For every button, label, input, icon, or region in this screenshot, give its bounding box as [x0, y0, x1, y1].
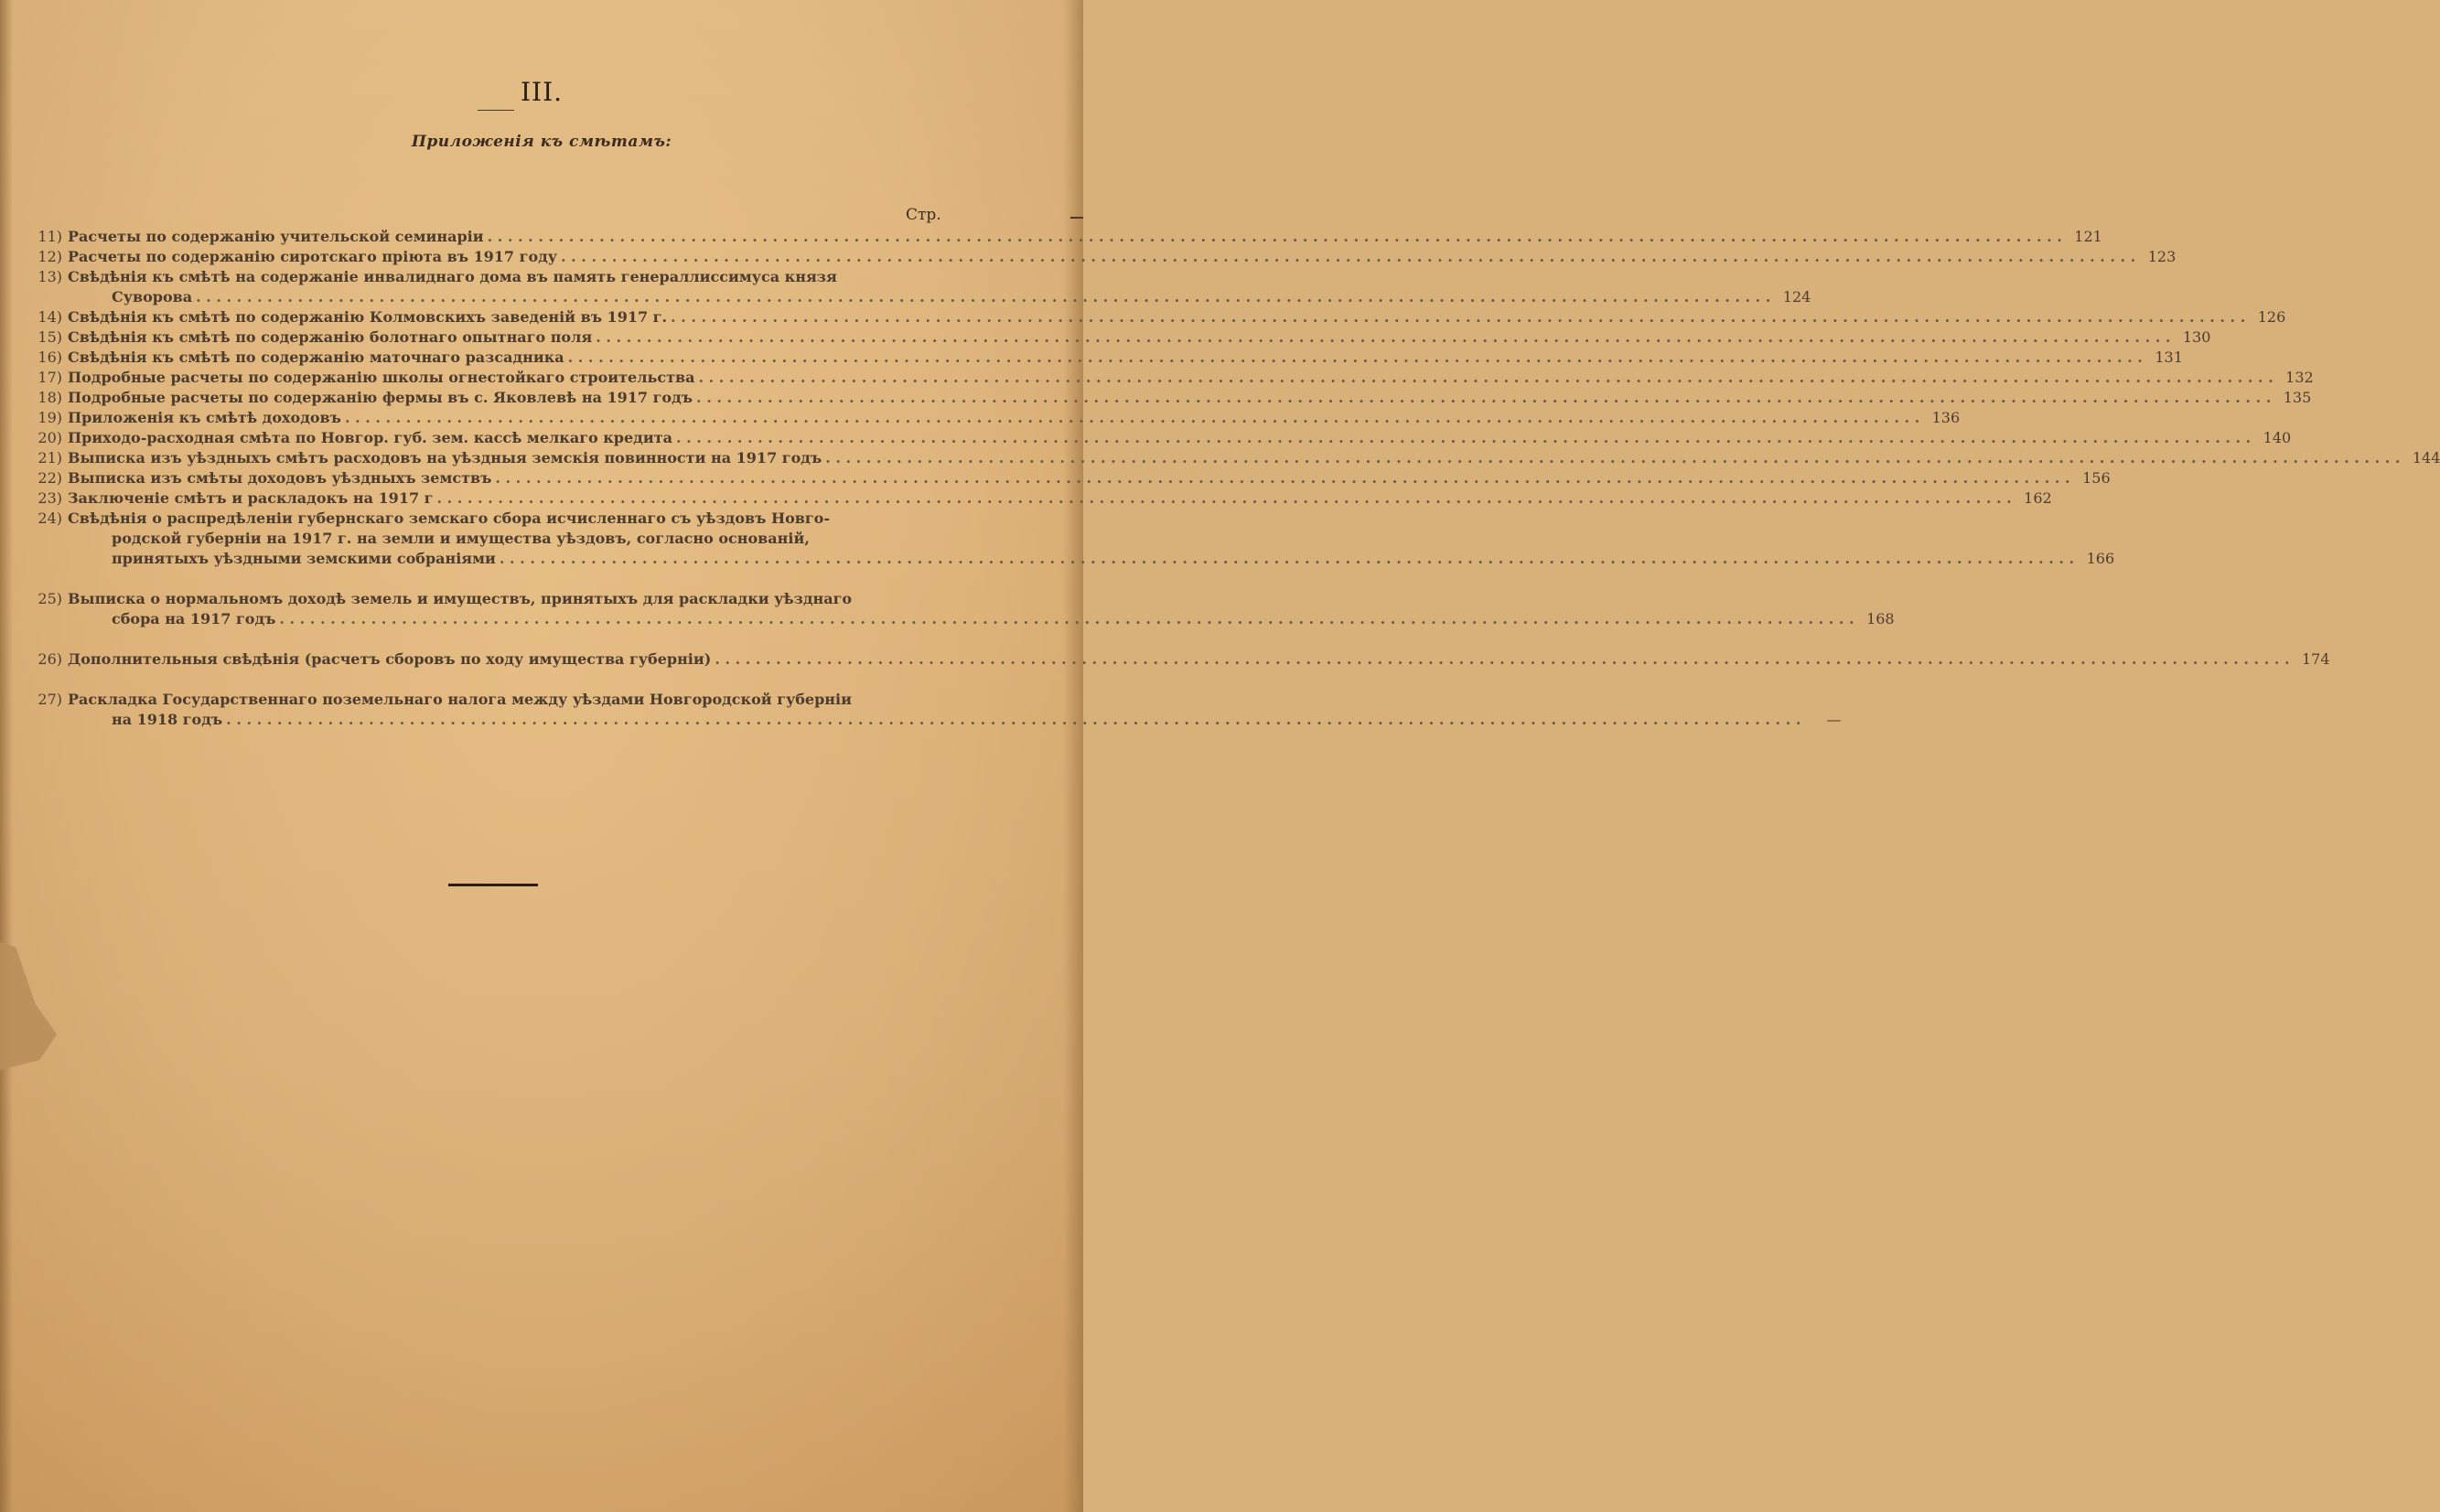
toc-entry-line [68, 327, 2210, 348]
toc-entry-number: 19) [38, 409, 62, 426]
toc-entry-number: 11) [38, 228, 62, 245]
toc-entry [27, 247, 2177, 267]
dot-leader [196, 287, 1770, 307]
toc-entry-body [68, 488, 2052, 509]
toc-entry-title: Свѣдѣнія къ смѣтѣ по содержанію Колмовскихъ заведеній въ 1917 г. [68, 308, 668, 326]
toc-entry-page: 168 [1866, 610, 1895, 627]
toc-entry-page: 121 [2074, 228, 2102, 245]
toc-entry-body [68, 589, 1895, 629]
dot-leader [676, 428, 2251, 448]
toc-entry-page: 130 [2182, 328, 2211, 346]
numeral-underline [478, 110, 514, 111]
toc-entry-title: Свѣдѣнія къ смѣтѣ на содержаніе инвалиднаго дома въ память генераллиссимуса князя [68, 268, 837, 285]
toc-entry-title: Расчеты по содержанію учительской семинаріи [68, 228, 484, 245]
toc-entry [27, 649, 2330, 670]
toc-entry [27, 388, 2312, 408]
toc-entry-line [68, 589, 1895, 609]
entry-spacer [27, 569, 956, 589]
dot-leader [561, 247, 2135, 267]
toc-entry-body [68, 368, 2314, 388]
toc-entry-page: 135 [2283, 389, 2312, 406]
toc-entry-line [68, 609, 1895, 629]
toc-entry-number: 15) [38, 328, 62, 346]
toc-entry-body [68, 428, 2291, 448]
toc-entry-line [68, 649, 2330, 670]
toc-entry-body [68, 247, 2176, 267]
dot-leader [279, 609, 1854, 629]
dot-leader [596, 327, 2170, 348]
toc-entry-number: 24) [38, 509, 62, 527]
torn-paper-edge [0, 942, 57, 1070]
section-divider [448, 884, 538, 886]
dot-leader [488, 227, 2062, 247]
toc-entry-number: 13) [38, 268, 62, 285]
toc-entry-number: 25) [38, 590, 62, 607]
toc-entry-title: Свѣдѣнія къ смѣтѣ по содержанію маточнаго разсадника [68, 349, 564, 366]
toc-entry-number: 18) [38, 389, 62, 406]
toc-entry-title: Подробные расчеты по содержанію школы огнестойкаго строительства [68, 369, 695, 386]
toc-entry-page: 174 [2302, 650, 2330, 668]
toc-entry-page: 162 [2024, 489, 2052, 507]
toc-entry-body [68, 649, 2330, 670]
toc-entry-title: Приложенія къ смѣтѣ доходовъ [68, 409, 341, 426]
toc-entry-line [68, 509, 2114, 529]
toc-entry-title: Свѣдѣнія о распредѣленіи губернскаго земскаго сбора исчисленнаго съ уѣздовъ Новго- [68, 509, 830, 527]
toc-entry-page: 144 [2412, 449, 2440, 466]
toc-entry-page: 140 [2263, 429, 2292, 446]
toc-entry-title: Выписка изъ смѣты доходовъ уѣздныхъ земствъ [68, 469, 492, 487]
edge-mark [1070, 217, 1083, 219]
toc-entry-line [68, 428, 2291, 448]
dot-leader [715, 649, 2289, 670]
toc-entry [27, 348, 2183, 368]
toc-entry-body [68, 509, 2114, 569]
toc-entry [27, 690, 1842, 730]
toc-entry-number: 17) [38, 369, 62, 386]
toc-entry-body [68, 307, 2285, 327]
toc-entry-body [68, 227, 2102, 247]
page-column-label: Стр. [906, 206, 941, 224]
toc-entry-number: 20) [38, 429, 62, 446]
toc-entry-title: Суворова [112, 288, 193, 306]
toc-entry-line [68, 368, 2314, 388]
toc-entry [27, 408, 1961, 428]
toc-entry-title: на 1918 годъ [112, 711, 223, 728]
toc-entry-number: 27) [38, 691, 62, 708]
dot-leader [495, 468, 2069, 488]
toc-entry-title: сбора на 1917 годъ [112, 610, 276, 627]
toc-entry-page: 132 [2285, 369, 2314, 386]
toc-entry-page: 136 [1931, 409, 1961, 426]
toc-entry-number: 12) [38, 248, 62, 265]
toc-entry-title: Заключеніе смѣтъ и раскладокъ на 1917 г [68, 489, 434, 507]
toc-entry-line [68, 307, 2285, 327]
toc-entry-line [68, 690, 1841, 710]
toc-entry-page: 156 [2082, 469, 2111, 487]
toc-entry-body [68, 327, 2210, 348]
dot-leader [345, 408, 1919, 428]
dot-leader [825, 448, 2400, 468]
toc-entry [27, 327, 2211, 348]
toc-entry-body [68, 267, 1811, 307]
toc-entry-line [68, 448, 2440, 468]
toc-entry-line [68, 549, 2114, 569]
toc-entry-line [68, 408, 1960, 428]
toc-entry [27, 448, 2440, 468]
toc-entry-page: 123 [2147, 248, 2177, 265]
toc-entry [27, 307, 2286, 327]
toc-entry [27, 468, 2111, 488]
toc-entry-number: 26) [38, 650, 62, 668]
toc-entry-page: — [1826, 711, 1842, 728]
entry-spacer [27, 670, 956, 690]
toc-entry [27, 488, 2052, 509]
toc-entry-title: Подробные расчеты по содержанію фермы въ с. Яковлевѣ на 1917 годъ [68, 389, 693, 406]
dot-leader [698, 368, 2273, 388]
entry-spacer [27, 629, 956, 649]
toc-entry-title: родской губерніи на 1917 г. на земли и имущества уѣздовъ, согласно основаній, [112, 530, 810, 547]
toc-entry-number: 14) [38, 308, 62, 326]
toc-entry-title: Свѣдѣнія къ смѣтѣ по содержанію болотнаго опытнаго поля [68, 328, 593, 346]
toc-entry-page: 131 [2155, 349, 2183, 366]
toc-entry-line [68, 287, 1811, 307]
toc-entry-line [68, 227, 2102, 247]
toc-entry-title: Дополнительныя свѣдѣнія (расчетъ сборовъ по ходу имущества губерніи) [68, 650, 712, 668]
toc-entry-body [68, 348, 2183, 368]
toc-entry-page: 124 [1782, 288, 1811, 306]
table-of-contents [27, 227, 2440, 730]
toc-entry-line [68, 468, 2111, 488]
toc-entry-line [68, 348, 2183, 368]
toc-entry-number: 21) [38, 449, 62, 466]
section-subtitle: Приложенія къ смѣтамъ: [411, 133, 672, 151]
toc-entry [27, 589, 1895, 629]
toc-entry-title: Выписка о нормальномъ доходѣ земель и имуществъ, принятыхъ для раскладки уѣзднаго [68, 590, 853, 607]
toc-entry [27, 227, 2102, 247]
toc-entry [27, 267, 1811, 307]
toc-entry-body [68, 468, 2111, 488]
toc-entry-number: 22) [38, 469, 62, 487]
toc-entry-line [68, 267, 1811, 287]
toc-entry-line [68, 529, 2114, 549]
toc-entry [27, 368, 2314, 388]
toc-entry-title: Расчеты по содержанію сиротскаго пріюта въ 1917 году [68, 248, 558, 265]
toc-entry-title: принятыхъ уѣздными земскими собраніями [112, 550, 496, 567]
toc-entry-line [68, 488, 2052, 509]
toc-entry-number: 23) [38, 489, 62, 507]
toc-entry-body [68, 388, 2311, 408]
dot-leader [568, 348, 2143, 368]
dot-leader [436, 488, 2011, 509]
toc-entry-title: Выписка изъ уѣздныхъ смѣтъ расходовъ на уѣздныя земскія повинности на 1917 годъ [68, 449, 822, 466]
dot-leader [226, 710, 1800, 730]
toc-entry [27, 428, 2292, 448]
toc-entry-line [68, 388, 2311, 408]
section-numeral: III. [520, 77, 564, 107]
dot-leader [500, 549, 2074, 569]
toc-entry [27, 509, 2115, 569]
dot-leader [696, 388, 2271, 408]
toc-entry-title: Раскладка Государственнаго поземельнаго налога между уѣздами Новгородской губерніи [68, 691, 852, 708]
toc-entry-body [68, 690, 1841, 730]
dot-leader [671, 307, 2245, 327]
toc-entry-title: Приходо-расходная смѣта по Новгор. губ. зем. кассѣ мелкаго кредита [68, 429, 672, 446]
toc-entry-line [68, 247, 2176, 267]
toc-entry-page: 126 [2257, 308, 2286, 326]
toc-entry-body [68, 448, 2440, 468]
toc-entry-body [68, 408, 1960, 428]
toc-entry-line [68, 710, 1841, 730]
toc-entry-number: 16) [38, 349, 62, 366]
toc-entry-page: 166 [2086, 550, 2115, 567]
